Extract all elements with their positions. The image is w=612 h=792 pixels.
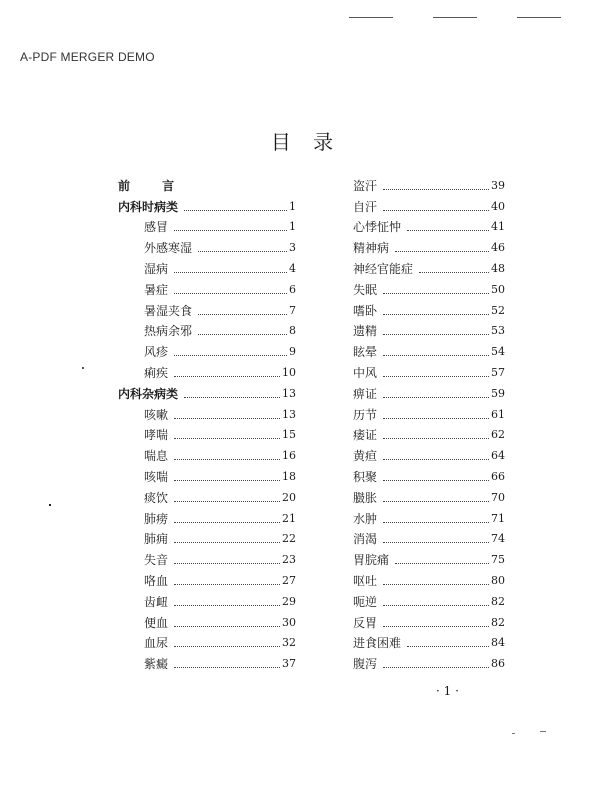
toc-entry[interactable] [353, 276, 505, 297]
dot-leader [383, 418, 489, 419]
dot-leader [395, 563, 489, 564]
toc-entry-page: 61 [491, 407, 505, 421]
dot-leader [383, 459, 489, 460]
toc-entry[interactable] [118, 234, 296, 255]
toc-entry-title: 暑症 [144, 282, 169, 297]
toc-entry-title: 内科杂病类 [118, 386, 179, 401]
toc-entry-title: 血尿 [144, 636, 169, 651]
dot-leader [383, 355, 489, 356]
dot-leader [383, 626, 489, 627]
scan-speck [82, 367, 84, 369]
toc-entry-page: 53 [491, 324, 505, 338]
toc-entry-title: 呃逆 [353, 594, 378, 609]
toc-entry-title: 内科时病类 [118, 199, 179, 214]
toc-entry-page: 1 [289, 199, 296, 213]
dot-leader [174, 480, 280, 481]
toc-entry-title: 神经官能症 [353, 261, 414, 276]
dot-leader [383, 542, 489, 543]
toc-entry-page: 10 [282, 365, 296, 379]
toc-entry[interactable] [118, 297, 296, 318]
toc-entry-page: 74 [491, 532, 505, 546]
page-number: · 1 · [436, 684, 459, 698]
toc-entry-page: 32 [282, 636, 296, 650]
dot-leader [419, 272, 489, 273]
toc-entry-title: 咯血 [144, 573, 169, 588]
toc-entry-page: 80 [491, 573, 505, 587]
toc-entry-page: 30 [282, 615, 296, 629]
toc-entry[interactable] [353, 546, 505, 567]
toc-entry-title: 水肿 [353, 511, 378, 526]
toc-entry[interactable] [118, 359, 296, 380]
toc-entry[interactable] [118, 609, 296, 630]
toc-entry-title: 嗜卧 [353, 303, 378, 318]
dot-leader [198, 314, 287, 315]
toc-entry-title: 眩晕 [353, 345, 378, 360]
toc-entry[interactable] [353, 401, 505, 422]
toc-entry-page: 84 [491, 636, 505, 650]
toc-entry[interactable] [118, 214, 296, 235]
dot-leader [174, 418, 280, 419]
toc-entry[interactable] [118, 484, 296, 505]
toc-entry[interactable] [353, 255, 505, 276]
toc-entry-title: 紫癜 [144, 657, 169, 672]
dot-leader [383, 210, 489, 211]
toc-entry-page: 75 [491, 553, 505, 567]
toc-entry[interactable] [118, 422, 296, 443]
dot-leader [198, 334, 287, 335]
toc-entry-page: 6 [289, 282, 296, 296]
toc-entry[interactable] [353, 526, 505, 547]
dot-leader [407, 230, 489, 231]
header-rule [349, 17, 393, 18]
header-rule [517, 17, 561, 18]
dot-leader [174, 272, 287, 273]
dot-leader [184, 397, 280, 398]
toc-entry[interactable] [353, 338, 505, 359]
toc-entry-page: 9 [289, 345, 296, 359]
toc-entry-title: 肺痨 [144, 511, 169, 526]
dot-leader [395, 251, 489, 252]
toc-entry[interactable] [118, 338, 296, 359]
dot-leader [383, 189, 489, 190]
toc-entry[interactable] [118, 630, 296, 651]
toc-entry-title: 咳嗽 [144, 407, 169, 422]
toc-entry-title: 齿衄 [144, 594, 169, 609]
toc-entry[interactable] [353, 380, 505, 401]
toc-entry-page: 59 [491, 386, 505, 400]
toc-entry[interactable] [118, 546, 296, 567]
toc-entry-page: 48 [491, 261, 505, 275]
watermark-text: A-PDF MERGER DEMO [20, 50, 155, 64]
toc-entry-title: 热病余邪 [144, 324, 193, 339]
toc-entry-page: 40 [491, 199, 505, 213]
toc-entry-page: 15 [282, 428, 296, 442]
dot-leader [174, 626, 280, 627]
toc-left-column [118, 172, 296, 671]
dot-leader [383, 397, 489, 398]
toc-entry-title: 精神病 [353, 241, 390, 256]
toc-entry-title: 痰饮 [144, 490, 169, 505]
toc-entry-page: 16 [282, 449, 296, 463]
toc-entry-page: 70 [491, 490, 505, 504]
toc-entry[interactable] [353, 297, 505, 318]
dot-leader [383, 293, 489, 294]
dot-leader [174, 563, 280, 564]
toc-entry-page: 8 [289, 324, 296, 338]
toc-entry[interactable] [353, 422, 505, 443]
toc-entry-title: 痿证 [353, 428, 378, 443]
toc-entry[interactable] [118, 172, 296, 193]
dot-leader [383, 438, 489, 439]
toc-entry-title: 前 言 [118, 178, 189, 193]
toc-entry[interactable] [353, 505, 505, 526]
toc-entry-title: 哮喘 [144, 428, 169, 443]
toc-entry-page: 52 [491, 303, 505, 317]
toc-entry-page: 29 [282, 594, 296, 608]
dot-leader [383, 314, 489, 315]
scan-speck [540, 731, 546, 732]
toc-entry-title: 进食困难 [353, 636, 402, 651]
toc-entry[interactable] [118, 567, 296, 588]
dot-leader [174, 646, 280, 647]
toc-entry[interactable] [353, 650, 505, 671]
toc-entry-page: 86 [491, 657, 505, 671]
scan-speck [49, 504, 51, 506]
toc-entry[interactable] [118, 193, 296, 214]
dot-leader [174, 376, 280, 377]
page-title: 目 录 [270, 130, 342, 154]
toc-entry-page: 18 [282, 469, 296, 483]
toc-entry-title: 胃脘痛 [353, 553, 390, 568]
toc-entry[interactable] [118, 650, 296, 671]
toc-entry-page: 41 [491, 220, 505, 234]
dot-leader [174, 230, 287, 231]
dot-leader [383, 334, 489, 335]
toc-entry[interactable] [118, 380, 296, 401]
toc-entry[interactable] [118, 442, 296, 463]
toc-entry-title: 湿病 [144, 261, 169, 276]
toc-entry-title: 失音 [144, 553, 169, 568]
dot-leader [174, 584, 280, 585]
dot-leader [174, 355, 287, 356]
toc-entry-title: 咳喘 [144, 469, 169, 484]
toc-entry-page: 7 [289, 303, 296, 317]
dot-leader [174, 459, 280, 460]
toc-entry[interactable] [353, 463, 505, 484]
dot-leader [383, 501, 489, 502]
toc-entry[interactable] [353, 193, 505, 214]
toc-entry-page: 39 [491, 178, 505, 192]
toc-entry-page: 22 [282, 532, 296, 546]
toc-entry-title: 肺痈 [144, 532, 169, 547]
toc-entry-title: 喘息 [144, 449, 169, 464]
toc-entry-title: 呕吐 [353, 573, 378, 588]
toc-entry[interactable] [353, 588, 505, 609]
toc-entry-title: 失眠 [353, 282, 378, 297]
toc-entry-title: 痹证 [353, 386, 378, 401]
toc-entry-title: 便血 [144, 615, 169, 630]
dot-leader [174, 542, 280, 543]
toc-entry[interactable] [353, 172, 505, 193]
toc-entry-page: 37 [282, 657, 296, 671]
toc-entry[interactable] [353, 359, 505, 380]
toc-entry-title: 外感寒湿 [144, 241, 193, 256]
toc-entry-page: 4 [289, 261, 296, 275]
toc-entry-title: 感冒 [144, 220, 169, 235]
toc-entry[interactable] [118, 276, 296, 297]
toc-entry[interactable] [353, 630, 505, 651]
toc-entry-title: 积聚 [353, 469, 378, 484]
toc-entry[interactable] [118, 318, 296, 339]
toc-entry-title: 心悸怔忡 [353, 220, 402, 235]
toc-entry-title: 反胃 [353, 615, 378, 630]
toc-entry-title: 臌胀 [353, 490, 378, 505]
toc-entry[interactable] [353, 234, 505, 255]
dot-leader [407, 646, 489, 647]
dot-leader [174, 667, 280, 668]
toc-entry-page: 23 [282, 553, 296, 567]
toc-entry[interactable] [353, 609, 505, 630]
toc-entry-title: 遗精 [353, 324, 378, 339]
toc-entry-page: 46 [491, 241, 505, 255]
toc-entry[interactable] [353, 567, 505, 588]
toc-entry-title: 消渴 [353, 532, 378, 547]
toc-entry[interactable] [118, 463, 296, 484]
dot-leader [383, 480, 489, 481]
toc-entry-page: 3 [289, 241, 296, 255]
toc-entry-title: 中风 [353, 365, 378, 380]
toc-entry-page: 64 [491, 449, 505, 463]
dot-leader [383, 584, 489, 585]
toc-entry[interactable] [118, 588, 296, 609]
toc-entry-title: 风疹 [144, 345, 169, 360]
dot-leader [198, 251, 287, 252]
dot-leader [184, 210, 287, 211]
toc-entry-page: 13 [282, 386, 296, 400]
toc-entry[interactable] [118, 401, 296, 422]
dot-leader [174, 438, 280, 439]
header-rule [433, 17, 477, 18]
scan-speck [512, 733, 515, 734]
toc-entry-page: 66 [491, 469, 505, 483]
toc-entry-page: 82 [491, 615, 505, 629]
toc-right-column [353, 172, 505, 671]
dot-leader [174, 522, 280, 523]
toc-entry-page: 20 [282, 490, 296, 504]
dot-leader [383, 376, 489, 377]
dot-leader [383, 522, 489, 523]
dot-leader [174, 605, 280, 606]
dot-leader [383, 667, 489, 668]
toc-entry-page: 62 [491, 428, 505, 442]
toc-entry-title: 暑湿夹食 [144, 303, 193, 318]
toc-entry[interactable] [353, 484, 505, 505]
toc-entry-page: 27 [282, 573, 296, 587]
toc-entry-title: 腹泻 [353, 657, 378, 672]
toc-entry-page: 57 [491, 365, 505, 379]
dot-leader [174, 293, 287, 294]
page-title-container [0, 126, 612, 155]
toc-entry-title: 痢疾 [144, 365, 169, 380]
toc-entry-title: 黄疸 [353, 449, 378, 464]
toc-entry[interactable] [353, 442, 505, 463]
toc-entry-page: 1 [289, 220, 296, 234]
toc-entry[interactable] [118, 255, 296, 276]
toc-entry-page: 82 [491, 594, 505, 608]
dot-leader [174, 501, 280, 502]
toc-entry-page: 50 [491, 282, 505, 296]
toc-entry[interactable] [353, 318, 505, 339]
dot-leader [383, 605, 489, 606]
toc-entry[interactable] [118, 526, 296, 547]
toc-entry-page: 13 [282, 407, 296, 421]
toc-entry-page: 21 [282, 511, 296, 525]
toc-entry-title: 盗汗 [353, 178, 378, 193]
toc-entry-title: 自汗 [353, 199, 378, 214]
toc-entry[interactable] [118, 505, 296, 526]
toc-entry-page: 71 [491, 511, 505, 525]
toc-entry-title: 历节 [353, 407, 378, 422]
toc-entry-page: 54 [491, 345, 505, 359]
toc-entry[interactable] [353, 214, 505, 235]
